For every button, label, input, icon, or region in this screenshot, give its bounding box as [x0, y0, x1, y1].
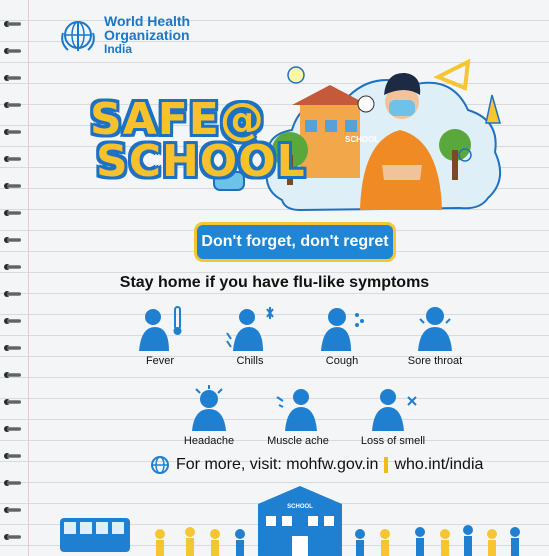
symptom-label: Sore throat: [407, 355, 463, 367]
spiral-ring: [0, 452, 20, 460]
spiral-ring: [0, 425, 20, 433]
spiral-ring: [0, 371, 20, 379]
school-title: SCHOOL: [96, 136, 306, 187]
symptom-label: Chills: [236, 355, 264, 367]
cough-icon: [317, 303, 367, 351]
bottom-school-sign: SCHOOL: [287, 504, 313, 510]
safe-title: SAFE@: [90, 94, 265, 145]
symptom-label: Headache: [183, 435, 235, 447]
org-name-line1: World Health: [104, 13, 191, 29]
spiral-ring: [0, 317, 20, 325]
symptom-label: Loss of smell: [360, 435, 426, 447]
spiral-ring: [0, 20, 20, 28]
loss-of-smell-icon: [368, 385, 418, 431]
spiral-ring: [0, 398, 20, 406]
muscle-ache-icon: [273, 385, 323, 431]
symptom-chills: [220, 303, 280, 367]
sore-throat-icon: [410, 303, 460, 351]
advice-heading: Stay home if you have flu-like symptoms: [119, 274, 430, 291]
symptom-label: Fever: [145, 355, 175, 367]
symptom-sore-throat: [400, 303, 470, 367]
org-country: India: [104, 42, 133, 56]
bottom-illustration: [0, 484, 549, 556]
symptom-label: Muscle ache: [267, 435, 329, 447]
symptom-headache: [176, 385, 242, 447]
more-info-line: [150, 455, 483, 475]
symptom-cough: [312, 303, 372, 367]
symptom-label: Cough: [325, 355, 359, 367]
scene-school-sign: SCHOOL: [345, 135, 380, 144]
link-mohfw[interactable]: mohfw.gov.in: [286, 456, 379, 473]
symptom-muscle-ache: [262, 385, 334, 447]
separator: [384, 457, 388, 473]
bus-icon: [60, 518, 130, 552]
reminder-banner: Don't forget, don't regret: [197, 225, 393, 259]
symptom-loss-of-smell: [356, 385, 430, 447]
fever-icon: [135, 303, 185, 351]
org-name-line2: Organization: [104, 27, 190, 43]
headache-icon: [184, 385, 234, 431]
symptom-fever: [130, 303, 190, 367]
spiral-ring: [0, 344, 20, 352]
globe-icon: [150, 455, 170, 475]
chills-icon: [225, 303, 275, 351]
spiral-ring: [0, 263, 20, 271]
more-info-prefix: For more, visit:: [176, 456, 282, 473]
link-who-india[interactable]: who.int/india: [394, 456, 484, 473]
